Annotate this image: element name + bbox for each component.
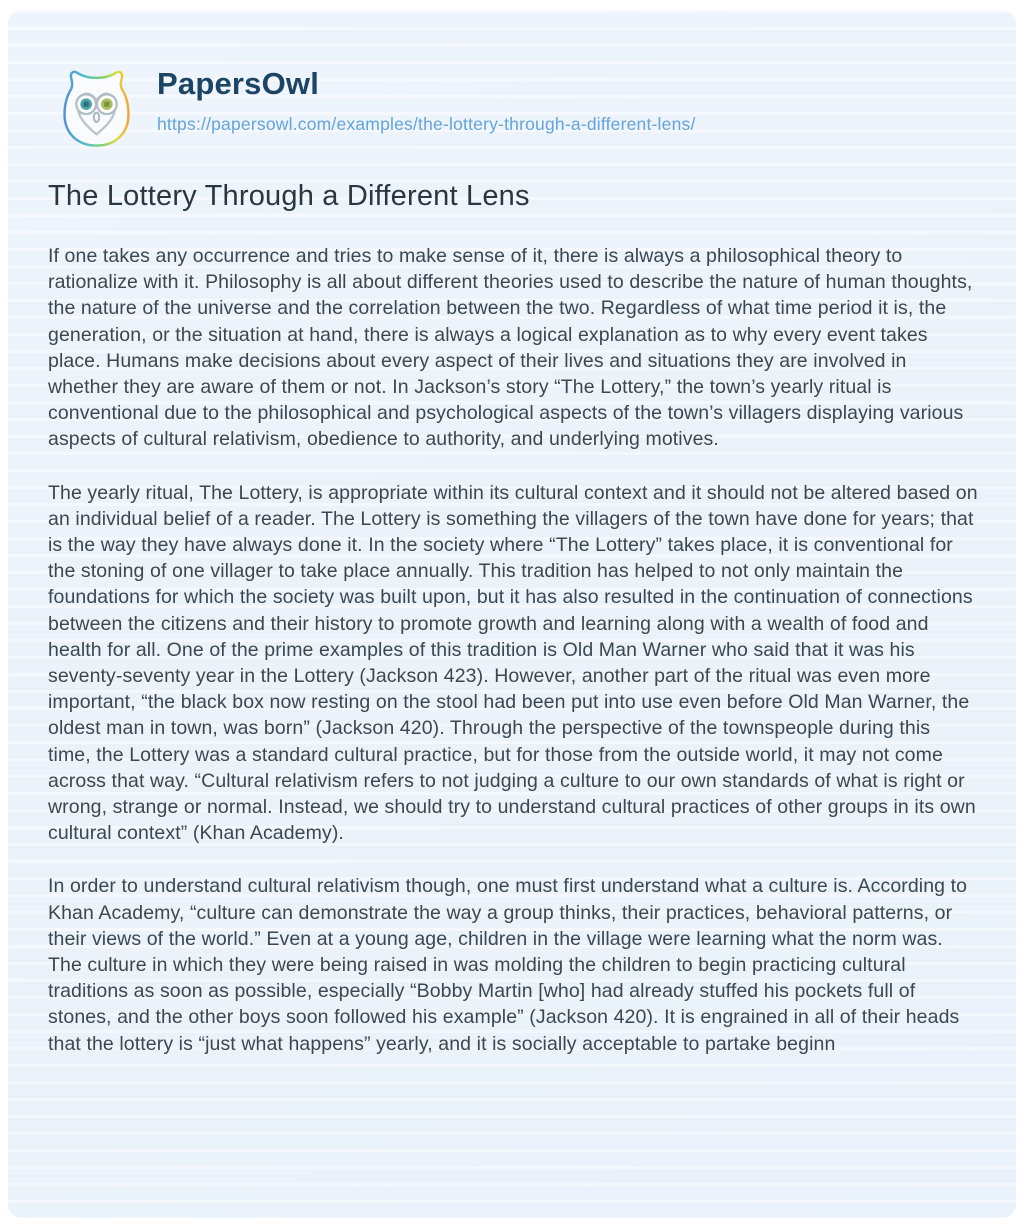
header-text: [157, 60, 696, 135]
essay-paragraph-1: If one takes any occurrence and tries to make sense of it, there is always a philosophical theory to rationalize with it. Philosophy is all about different theories used to describe the nature of human thoughts, the nature of the universe and the correlation between the two. Regardless of what time period it is, the generation, or the situation at hand, there is always a logical explanation as to why every event takes place. Humans make decisions about every aspect of their lives and situations they are involved in whether they are aware of them or not. In Jackson’s story “The Lottery,” the town’s yearly ritual is conventional due to the philosophical and psychological aspects of the town’s villagers displaying various aspects of cultural relativism, obedience to authority, and underlying motives.: [48, 245, 973, 451]
page-title: The Lottery Through a Different Lens: [48, 180, 530, 212]
essay-paragraph-2: The yearly ritual, The Lottery, is appropriate within its cultural context and it should not be altered based on an individual belief of a reader. The Lottery is something the villagers of the town have done for years; that is the way they have always done it. In the society where “The Lottery” takes place, it is conventional for the stoning of one villager to take place annually. This tradition has helped to not only maintain the foundations for which the society was built upon, but it has also resulted in the continuation of connections between the citizens and their history to promote growth and learning along with a wealth of food and health for all. One of the prime examples of this tradition is Old Man Warner who said that it was his seventy-seventy year in the Lottery (Jackson 423). However, another part of the ritual was even more important, “the black box now resting on the stool had been put into use even before Old Man Warner, the oldest man in town, was born” (Jackson 420). Through the perspective of the townspeople during this time, the Lottery was a standard cultural practice, but for those from the outside world, it may not come across that way. “Cultural relativism refers to not judging a culture to our own standards of what is right or wrong, strange or normal. Instead, we should try to understand cultural practices of other groups in its own cultural context” (Khan Academy).: [48, 481, 978, 845]
owl-logo-icon: [48, 60, 145, 154]
brand-name: PapersOwl: [157, 66, 320, 101]
source-url-link[interactable]: https://papersowl.com/examples/the-lottery-through-a-different-lens/: [157, 114, 696, 134]
essay-paragraph-3: In order to understand cultural relativism though, one must first understand what a culture is. According to Khan Academy, “culture can demonstrate the way a group thinks, their practices, behavioral patterns, or their views of the world.” Even at a young age, children in the village were learning what the norm was. The culture in which they were being raised in was molding the children to begin practicing cultural traditions as soon as possible, especially “Bobby Martin [who] had already stuffed his pockets full of stones, and the other boys soon followed his example” (Jackson 420). It is engrained in all of their heads that the lottery is “just what happens” yearly, and it is socially acceptable to partake beginn: [48, 875, 968, 1055]
document-card: [8, 10, 1016, 1218]
header: [48, 60, 976, 154]
